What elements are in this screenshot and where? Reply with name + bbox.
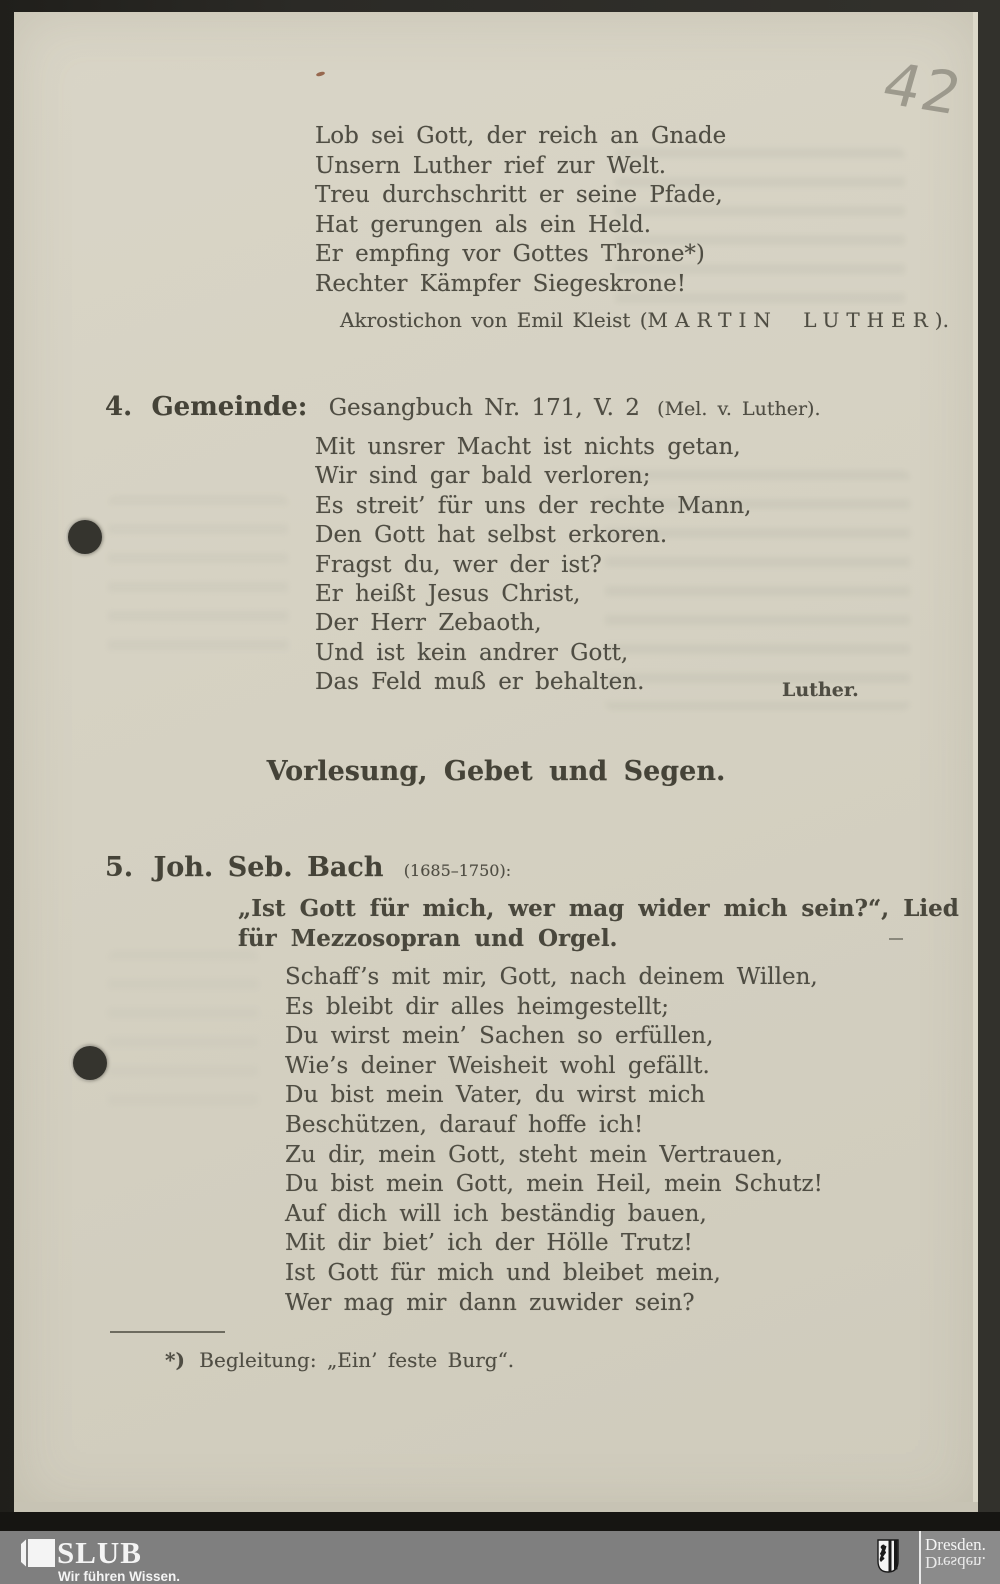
section4-number: 4. bbox=[105, 392, 133, 422]
song-line: Du bist mein Gott, mein Heil, mein Schutz! bbox=[285, 1171, 823, 1198]
section5-verse bbox=[285, 963, 823, 1318]
section5-number: 5. bbox=[105, 852, 134, 883]
slub-book-icon bbox=[19, 1537, 57, 1570]
punch-hole-bottom bbox=[73, 1046, 107, 1080]
hymn-line: Es streit’ für uns der rechte Mann, bbox=[315, 492, 752, 519]
footnote-marker: *) bbox=[165, 1348, 185, 1372]
piece-title-line: für Mezzosopran und Orgel. bbox=[238, 924, 618, 952]
song-line: Beschützen, darauf hoffe ich! bbox=[285, 1111, 644, 1138]
poem-line: Hat gerungen als ein Held. bbox=[315, 211, 652, 238]
song-line: Schaff’s mit mir, Gott, nach deinem Willen, bbox=[285, 964, 818, 990]
song-line: Auf dich will ich beständig bauen, bbox=[285, 1200, 707, 1227]
hymn-line: Wir sind gar bald verloren; bbox=[315, 463, 651, 490]
opening-poem bbox=[315, 122, 726, 300]
composer-dates: (1685–1750): bbox=[403, 861, 512, 880]
acrostic-name: MARTIN LUTHER bbox=[647, 308, 935, 332]
poem-line: Treu durchschritt er seine Pfade, bbox=[315, 182, 723, 209]
slub-footer-bar bbox=[0, 1531, 1000, 1584]
song-line: Du bist mein Vater, du wirst mich bbox=[285, 1082, 706, 1109]
scan-shadow-band bbox=[0, 1512, 1000, 1531]
poem-line: Er empfing vor Gottes Throne*) bbox=[315, 241, 705, 268]
slub-logo-text: SLUB bbox=[57, 1535, 142, 1570]
song-line: Wer mag mir dann zuwider sein? bbox=[285, 1289, 695, 1316]
piece-title bbox=[238, 894, 959, 953]
hymn-author: Luther. bbox=[782, 679, 859, 701]
dresden-text-mirrored: Dresden. bbox=[925, 1553, 986, 1572]
piece-title-line: „Ist Gott für mich, wer mag wider mich sein?“, Lied bbox=[238, 895, 959, 922]
dresden-wordmark bbox=[925, 1536, 986, 1571]
section4-verse bbox=[315, 433, 751, 698]
hymn-line: Mit unsrer Macht ist nichts getan, bbox=[315, 434, 741, 460]
hymn-line: Das Feld muß er behalten. bbox=[315, 669, 645, 696]
slub-tagline: Wir führen Wissen. bbox=[58, 1569, 181, 1584]
hymn-line: Er heißt Jesus Christ, bbox=[315, 581, 581, 608]
song-line: Du wirst mein’ Sachen so erfüllen, bbox=[285, 1023, 714, 1050]
dresden-text: Dresden. bbox=[925, 1535, 986, 1554]
song-line: Wie’s deiner Weisheit wohl gefällt. bbox=[285, 1052, 710, 1079]
section4-heading bbox=[105, 393, 821, 425]
section5-composer: Joh. Seb. Bach bbox=[153, 852, 384, 883]
hymn-line: Fragst du, wer der ist? bbox=[315, 551, 602, 578]
footnote bbox=[165, 1346, 514, 1376]
attribution-text: Akrostichon von Emil Kleist ( bbox=[340, 308, 648, 332]
handwritten-page-number: 42 bbox=[875, 49, 971, 129]
margin-dash-mark bbox=[889, 938, 903, 940]
section4-melody-note: (Mel. v. Luther). bbox=[657, 398, 821, 420]
attribution-close: ). bbox=[934, 308, 949, 332]
dresden-coat-of-arms-icon bbox=[877, 1539, 899, 1573]
hymn-line: Der Herr Zebaoth, bbox=[315, 610, 542, 637]
liturgy-heading: Vorlesung, Gebet und Segen. bbox=[266, 756, 726, 787]
poem-line: Lob sei Gott, der reich an Gnade bbox=[315, 123, 727, 149]
section4-subtitle: Gesangbuch Nr. 171, V. 2 bbox=[328, 395, 640, 421]
song-line: Es bleibt dir alles heimgestellt; bbox=[285, 993, 670, 1020]
poem-attribution bbox=[340, 306, 949, 336]
footer-separator bbox=[919, 1531, 921, 1584]
song-line: Mit dir biet’ ich der Hölle Trutz! bbox=[285, 1230, 693, 1257]
hymn-line: Und ist kein andrer Gott, bbox=[315, 639, 629, 666]
footnote-rule bbox=[110, 1331, 225, 1333]
punch-hole-top bbox=[68, 520, 102, 554]
footnote-text: Begleitung: „Ein’ feste Burg“. bbox=[199, 1348, 515, 1372]
section4-title: Gemeinde: bbox=[151, 392, 308, 422]
hymn-line: Den Gott hat selbst erkoren. bbox=[315, 522, 668, 549]
song-line: Ist Gott für mich und bleibet mein, bbox=[285, 1259, 721, 1286]
section5-heading bbox=[105, 853, 511, 886]
poem-line: Unsern Luther rief zur Welt. bbox=[315, 152, 667, 179]
paper-bottom-edge bbox=[14, 1502, 978, 1512]
song-line: Zu dir, mein Gott, steht mein Vertrauen, bbox=[285, 1141, 784, 1168]
poem-line: Rechter Kämpfer Siegeskrone! bbox=[315, 270, 686, 297]
